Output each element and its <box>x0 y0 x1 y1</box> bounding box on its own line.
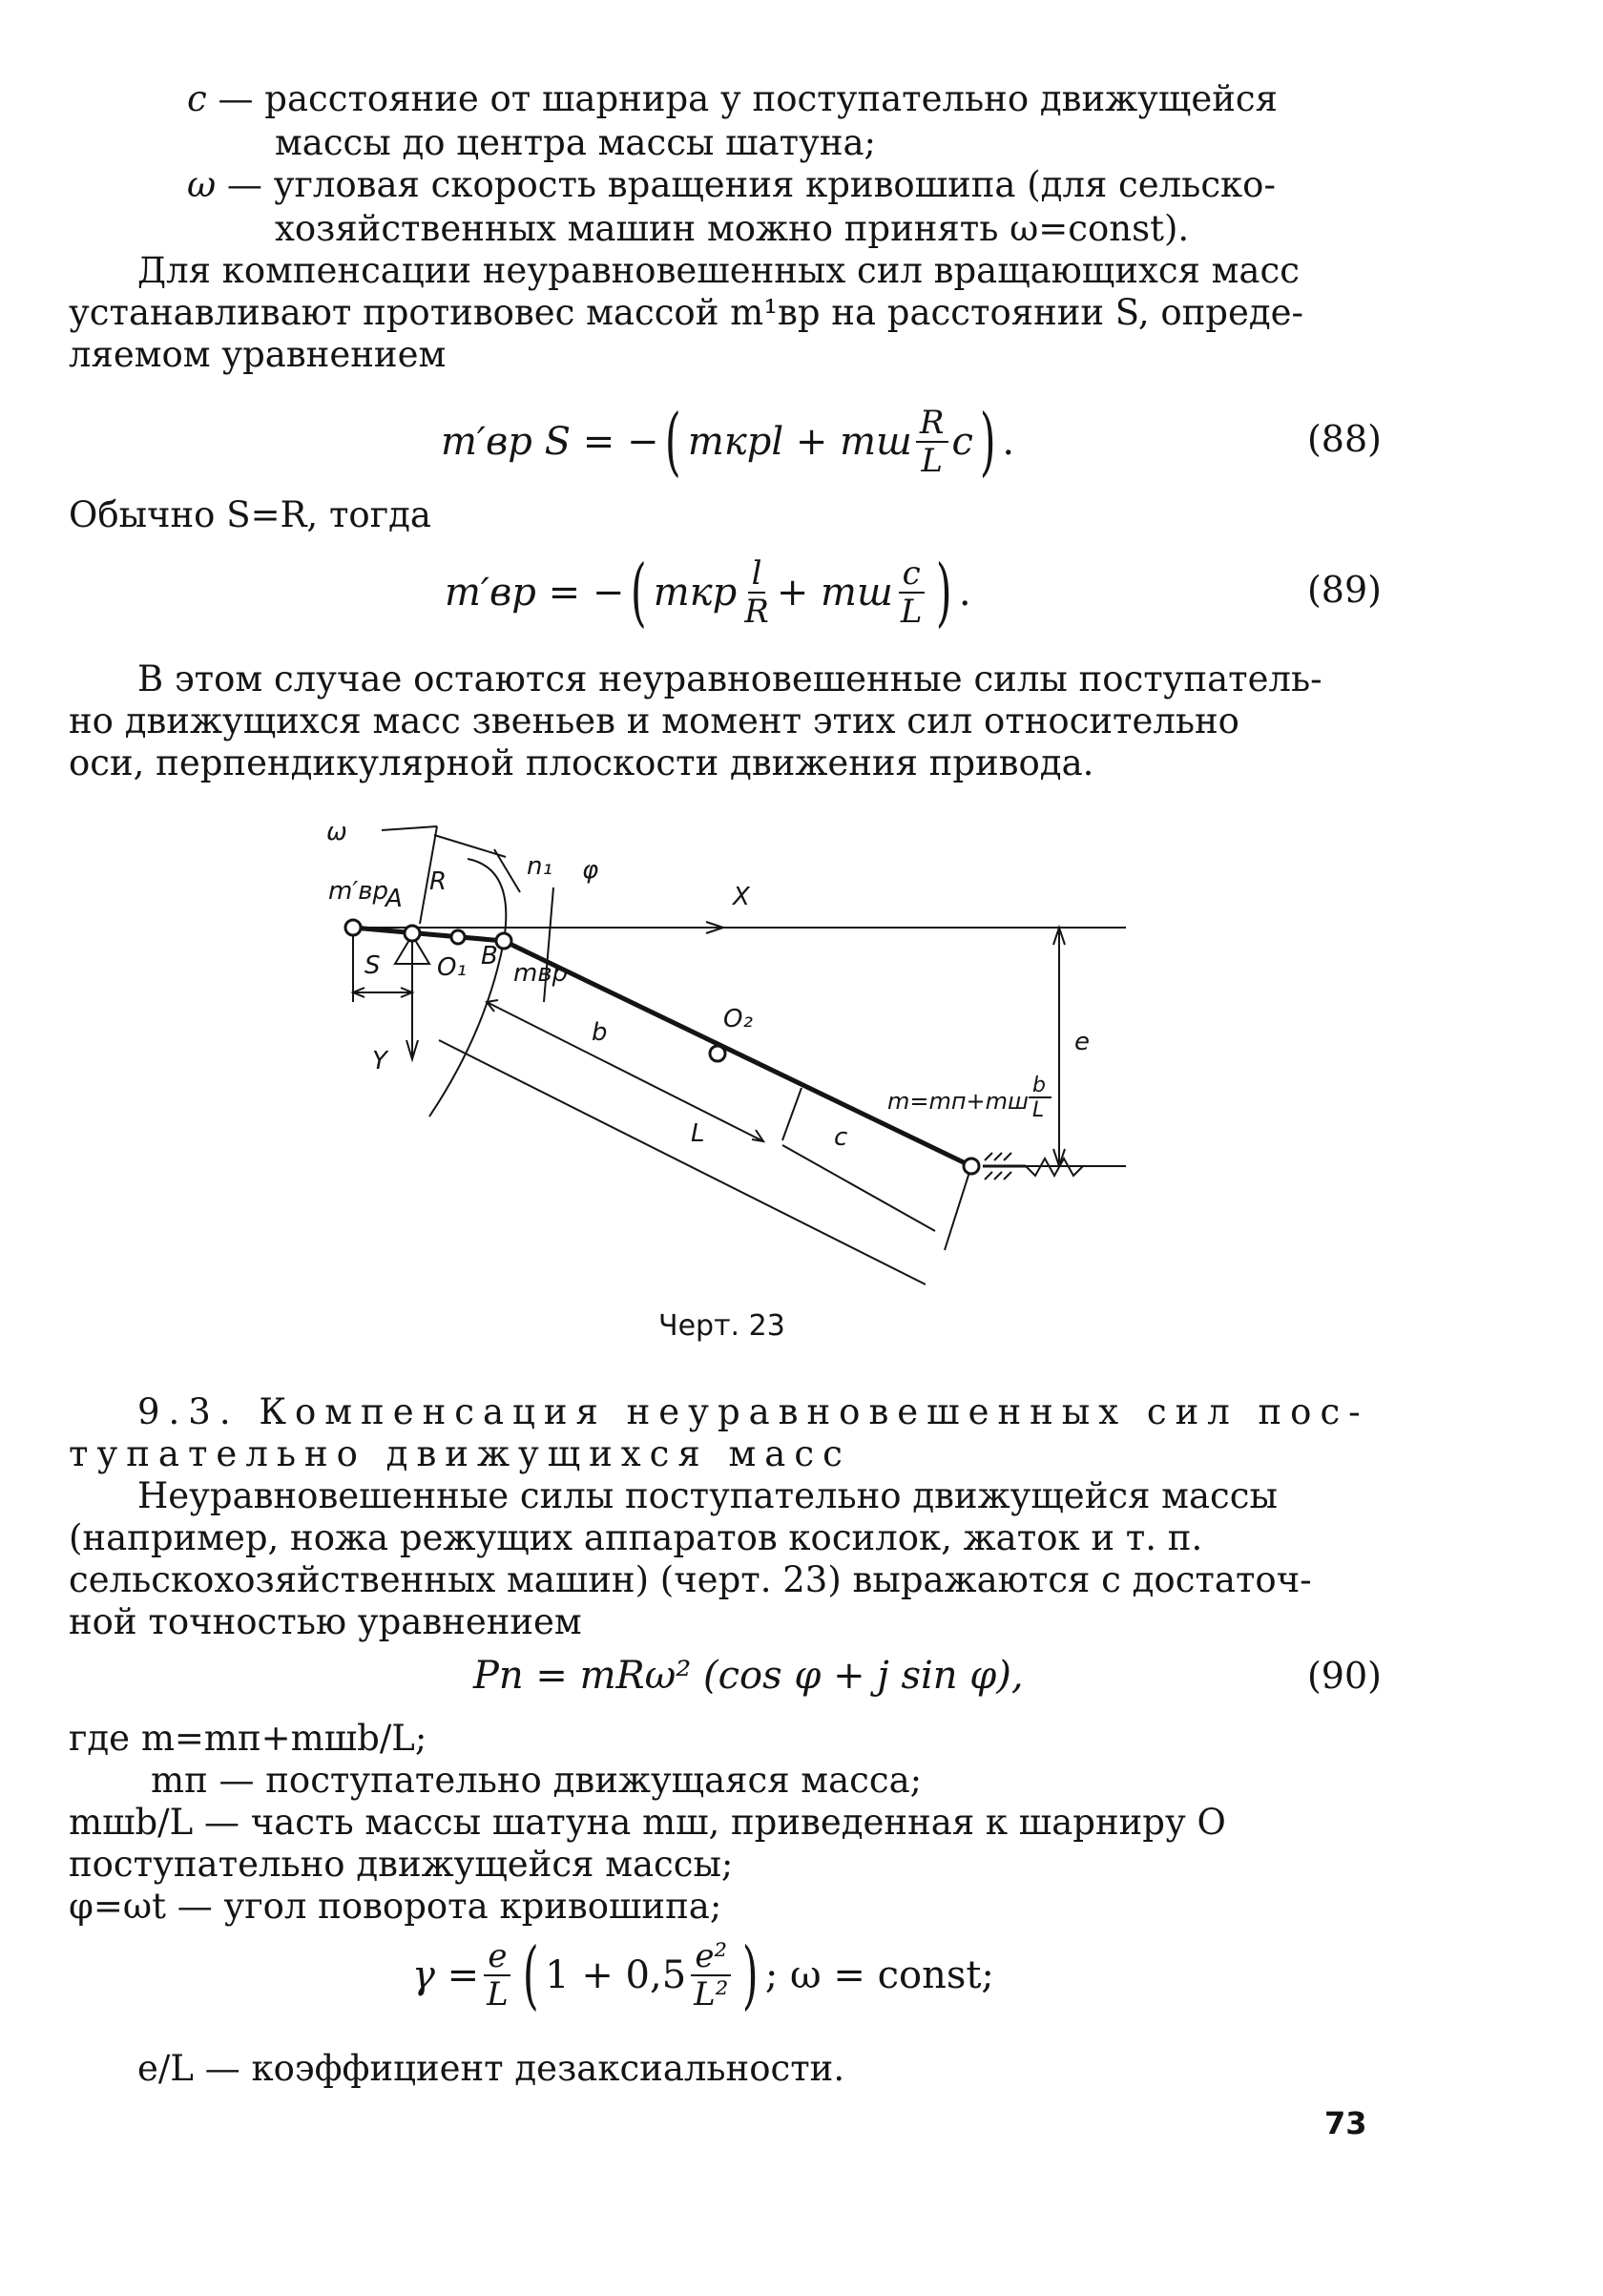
eq89-term1: mкр <box>653 571 738 615</box>
frac-num: e² <box>691 1938 731 1976</box>
def-mshb: mшb/L — часть массы шатуна mш, приведенная к шарниру O <box>69 1802 1226 1843</box>
o2-ext-line <box>782 1088 802 1140</box>
eq88-lhs: m′вр S = − <box>441 420 659 464</box>
frac-den: L <box>900 593 923 631</box>
n1-arrow-line <box>494 849 520 892</box>
eq88-term1: mкрl + mш <box>687 420 912 464</box>
joint-A <box>405 926 420 941</box>
section-heading-line1: 9.3. Компенсация неуравновешенных сил пос- <box>137 1391 1369 1432</box>
def-omega-line1 <box>187 164 1387 206</box>
equation-gamma <box>412 1928 994 2023</box>
def-dash: — <box>206 78 265 119</box>
def-text: угловая скорость вращения кривошипа (для сельско- <box>273 164 1276 205</box>
frac-num: c <box>899 555 925 594</box>
usually-line: Обычно S=R, тогда <box>69 494 431 535</box>
eq89-number: (89) <box>1306 569 1382 611</box>
b-dim-line <box>487 1002 763 1141</box>
frac-den: L <box>487 1975 509 2014</box>
para1-line3: ляемом уравнением <box>69 334 447 375</box>
frac-num: e <box>484 1938 510 1976</box>
paren-close: ) <box>742 1932 759 2018</box>
def-omega-line2: хозяйственных машин можно принять ω=const). <box>275 208 1190 249</box>
c-dim-line <box>782 1145 935 1231</box>
gamma-tail: ; ω = const; <box>764 1953 994 1997</box>
label-omega: ω <box>326 818 347 846</box>
def-symbol: c <box>187 78 207 119</box>
frac-den: L <box>921 442 943 480</box>
omega-line <box>382 826 437 830</box>
paren-open: ( <box>522 1932 539 2018</box>
label-Y: Y <box>372 1047 387 1075</box>
def-text: расстояние от шарнира у поступательно движущейся <box>264 78 1278 119</box>
label-b: b <box>592 1018 608 1047</box>
para3-line1: Неуравновешенные силы поступательно движущейся массы <box>137 1475 1278 1516</box>
eq89-fraction2 <box>897 555 926 630</box>
para3-line4: ной точностью уравнением <box>69 1601 582 1642</box>
label-e: e <box>1074 1028 1090 1056</box>
label-R: R <box>429 867 448 896</box>
para3-line3: сельскохозяйственных машин) (черт. 23) выражаются с достаточ- <box>69 1559 1312 1600</box>
para2-line1: В этом случае остаются неуравновешенные силы поступатель- <box>137 658 1322 699</box>
eq88-fraction <box>916 405 948 479</box>
frac-den: R <box>744 593 769 631</box>
label-phi: φ <box>582 856 599 885</box>
def-c-line1 <box>187 78 1387 120</box>
joint-O1 <box>451 930 465 944</box>
label-X: X <box>733 883 750 911</box>
paren-close: ) <box>979 399 996 485</box>
eq89-lhs: m′вр = − <box>445 571 625 615</box>
def-mp: mп — поступательно движущаяся масса; <box>151 1760 923 1801</box>
para3-line2: (например, ножа режущих аппаратов косилок, жаток и т. п. <box>69 1517 1203 1558</box>
eq90-number: (90) <box>1306 1655 1382 1697</box>
para2-line3: оси, перпендикулярной плоскости движения привода. <box>69 742 1094 783</box>
section-heading-line2: тупательно движущихся масс <box>69 1433 851 1474</box>
mechanism-diagram <box>324 811 1164 1288</box>
paren-close: ) <box>936 550 953 636</box>
eq88-term2: c <box>951 420 973 464</box>
crank-arc <box>429 859 506 1117</box>
label-B: B <box>481 942 498 971</box>
para1-line2: устанавливают противовес массой m¹вр на расстоянии S, опреде- <box>69 292 1304 333</box>
def-symbol: ω <box>187 164 217 205</box>
paren-open: ( <box>665 399 682 485</box>
joint-B <box>496 933 511 949</box>
label-n1: n₁ <box>527 852 552 881</box>
figure-caption: Черт. 23 <box>658 1309 785 1343</box>
frac-den: L² <box>694 1975 729 2014</box>
eq89-term2: + mш <box>776 571 893 615</box>
def-m: где m=mп+mшb/L; <box>69 1718 427 1759</box>
label-mass-formula: m=mп+mш <box>887 1088 1030 1115</box>
def-dash: — <box>216 164 274 205</box>
label-mvr-right: mвр <box>513 959 569 988</box>
label-mvr-left: m′вр <box>328 877 389 906</box>
eq89-fraction1 <box>740 555 773 630</box>
frac-num: l <box>748 555 766 594</box>
label-frac-num: b <box>1032 1074 1046 1097</box>
eq88-number: (88) <box>1306 418 1382 460</box>
label-A: A <box>385 885 403 913</box>
def-c-line2: массы до центра массы шатуна; <box>275 122 877 163</box>
label-c: c <box>834 1123 848 1152</box>
def-phi: φ=ωt — угол поворота кривошипа; <box>69 1886 722 1927</box>
joint-O <box>964 1158 979 1174</box>
end-ext-line <box>945 1166 971 1250</box>
para2-line2: но движущихся масс звеньев и момент этих сил относительно <box>69 700 1239 741</box>
gamma-fraction1 <box>483 1938 512 2013</box>
equation-88: m′вр S = − ( mкрl + mш $\frac{R}{L}$ c ) . <box>441 399 1015 485</box>
last-def: e/L — коэффициент дезаксиальности. <box>137 2048 845 2089</box>
label-S: S <box>364 951 381 980</box>
gamma-lhs: γ = <box>412 1953 480 1997</box>
r-dim-line <box>434 835 506 857</box>
connecting-rod <box>504 941 971 1166</box>
crank-link <box>353 928 504 941</box>
para1-line1: Для компенсации неуравновешенных сил вращающихся масс <box>137 250 1300 291</box>
label-O2: O₂ <box>723 1005 753 1033</box>
label-frac-den: L <box>1032 1098 1045 1122</box>
page-number: 73 <box>1324 2105 1367 2141</box>
gamma-fraction2 <box>690 1938 732 2013</box>
paren-open: ( <box>631 550 647 636</box>
def-mshb-cont: поступательно движущейся массы; <box>69 1844 734 1885</box>
equation-90: Pп = mRω² (cos φ + j sin φ), <box>473 1654 1024 1698</box>
frac-num: R <box>916 405 948 443</box>
gamma-inner: 1 + 0,5 <box>545 1953 687 1997</box>
label-O1: O₁ <box>437 953 467 982</box>
joint-O2 <box>710 1046 725 1061</box>
joint-counterweight <box>345 920 361 935</box>
equation-89: m′вр = − ( mкр $\frac{l}{R}$ + mш $\frac{c}{L}$ ) . <box>445 550 971 636</box>
l-dim-line <box>439 1040 926 1284</box>
label-L: L <box>691 1119 705 1148</box>
